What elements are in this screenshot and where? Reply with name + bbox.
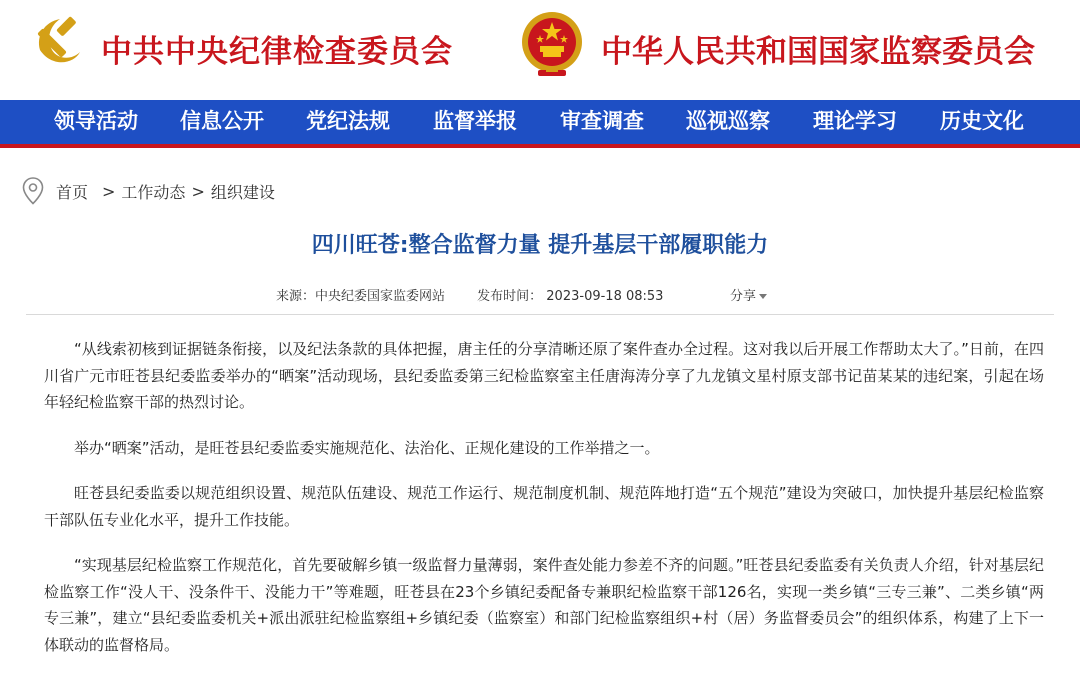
nav-item-theory[interactable]: 理论学习: [813, 108, 897, 133]
nav-item-history[interactable]: 历史文化: [940, 108, 1024, 133]
article-publish-time: 发布时间： 2023-09-18 08:53: [477, 289, 664, 304]
breadcrumb-work-news[interactable]: 工作动态: [121, 182, 186, 202]
share-button[interactable]: [730, 285, 767, 304]
hammer-sickle-icon[interactable]: [26, 10, 90, 74]
national-emblem-icon[interactable]: [516, 8, 588, 80]
cpc-commission-title[interactable]: 中共中央纪律检查委员会: [101, 34, 453, 70]
article-paragraph: 举办“晒案”活动，是旺苍县纪委监委实施规范化、法治化、正规化建设的工作举措之一。: [74, 438, 660, 457]
article-paragraph: “实现基层纪检监察工作规范化，首先要破解乡镇一级监督力量薄弱，案件查处能力参差不齐的问题。”旺苍县纪委监委有关负责人介绍，针对基层纪检监察工作“没人干、没条件干、没能力干”等难题，旺苍县在23个乡镇纪委配备专兼职纪检监察干部126名，实现一类乡镇“三专三兼”、二类乡镇“两专三兼”，建立“县纪委监委机关+派出派驻纪检监察组+乡镇纪委（监察室）和部门纪检监察组织+村（居）务监督委员会”的组织体系，构建了上下一体联动的监督格局。: [44, 556, 1044, 654]
nav-item-information[interactable]: 信息公开: [180, 108, 264, 133]
caret-down-icon: [759, 294, 767, 299]
article-meta: [276, 285, 669, 304]
breadcrumb-separator: >: [191, 181, 205, 201]
article-body: [44, 336, 1044, 677]
nav-item-inspection[interactable]: 巡视巡察: [686, 108, 770, 133]
nav-item-leadership[interactable]: 领导活动: [54, 108, 138, 133]
nav-divider: [0, 144, 1080, 148]
article-paragraph: “从线索初核到证据链条衔接，以及纪法条款的具体把握，唐主任的分享清晰还原了案件查办全过程。这对我以后开展工作帮助太大了。”日前，在四川省广元市旺苍县纪委监委举办的“晒案”活动现场，县纪委监委第三纪检监察室主任唐海涛分享了九龙镇文星村原支部书记苗某某的违纪案，引起在场年轻纪检监察干部的热烈讨论。: [44, 340, 1044, 411]
meta-divider: [26, 314, 1054, 315]
site-header: [0, 0, 1080, 100]
main-nav: [0, 100, 1080, 144]
share-label: 分享: [730, 289, 757, 304]
article-paragraph: 旺苍县纪委监委以规范组织设置、规范队伍建设、规范工作运行、规范制度机制、规范阵地打造“五个规范”建设为突破口，加快提升基层纪检监察干部队伍专业化水平，提升工作技能。: [44, 484, 1044, 529]
article-title: 四川旺苍:整合监督力量 提升基层干部履职能力: [311, 233, 769, 258]
nav-item-investigation[interactable]: 审查调查: [560, 108, 644, 133]
article-source: 来源：中央纪委国家监委网站: [276, 289, 446, 304]
nsc-commission-title[interactable]: 中华人民共和国国家监察委员会: [601, 34, 1035, 70]
location-pin-icon: [22, 177, 44, 205]
nav-item-regulations[interactable]: 党纪法规: [306, 108, 390, 133]
nav-item-report[interactable]: 监督举报: [433, 108, 517, 133]
breadcrumb: [22, 176, 275, 206]
breadcrumb-separator: >: [102, 181, 116, 201]
breadcrumb-org-building[interactable]: 组织建设: [210, 182, 275, 202]
breadcrumb-home[interactable]: 首页: [56, 182, 89, 202]
